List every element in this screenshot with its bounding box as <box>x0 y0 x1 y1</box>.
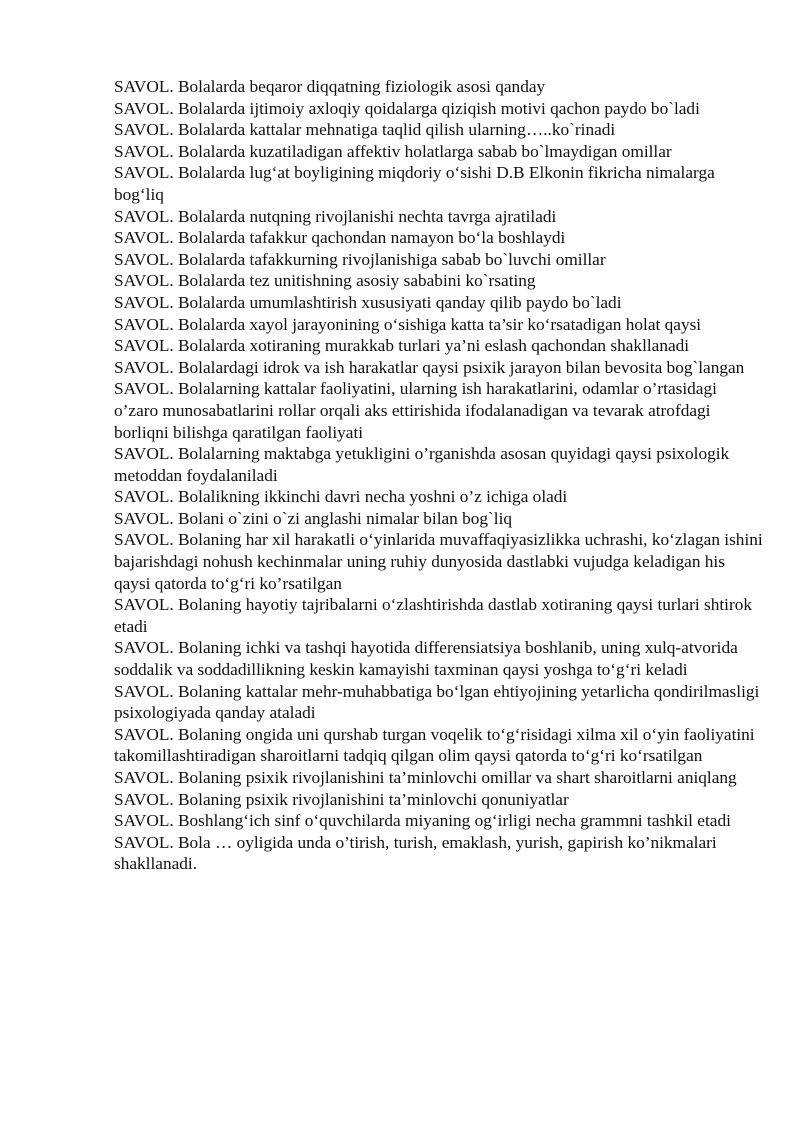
question-item: SAVOL. Bolalarda xayol jarayonining o‘sishiga katta ta’sir ko‘rsatadigan holat qaysi <box>114 314 702 334</box>
question-item: SAVOL. Bolalarning maktabga yetukligini o’rganishda asosan quyidagi qaysi psixologik metoddan foydalaniladi <box>114 444 730 485</box>
question-item: SAVOL. Bolalarda tafakkurning rivojlanishiga sabab bo`luvchi omillar <box>114 249 606 269</box>
question-item: SAVOL. Bolaning psixik rivojlanishini ta’minlovchi qonuniyatlar <box>114 789 569 809</box>
question-item: SAVOL. Bolalarda lug‘at boyligining miqdoriy o‘sishi D.B Elkonin fikricha nimalarga bog‘liq <box>114 163 715 204</box>
question-item: SAVOL. Bolalarning kattalar faoliyatini, ularning ish harakatlarini, odamlar o’rtasidagi o’zaro munosabatlarini rollar orqali aks ettirishida ifodalanadigan va tevarak atrofdagi borliqni bilishga qaratilgan faoliyati <box>114 379 717 442</box>
question-item: SAVOL. Bolaning har xil harakatli o‘yinlarida muvaffaqiyasizlikka uchrashi, ko‘zlagan ishini bajarishdagi nohush kechinmalar uning ruhiy dunyosida dastlabki vujudga keladigan his qaysi qatorda to‘g‘ri ko’rsatilgan <box>114 530 763 593</box>
question-item: SAVOL. Bolani o`zini o`zi anglashi nimalar bilan bog`liq <box>114 508 513 528</box>
question-item: SAVOL. Bolalarda xotiraning murakkab turlari ya’ni eslash qachondan shakllanadi <box>114 336 690 356</box>
question-item: SAVOL. Bolalarda umumlashtirish xususiyati qanday qilib paydo bo`ladi <box>114 292 622 312</box>
question-item: SAVOL. Bolaning ongida uni qurshab turgan voqelik to‘g‘risidagi xilma xil o‘yin faoliyatini takomillashtiradigan sharoitlarni tadqiq qilgan olim qaysi qatorda to‘g‘ri ko‘rsatilgan <box>114 724 755 766</box>
question-list <box>114 76 764 875</box>
question-item: SAVOL. Bolalarda kattalar mehnatiga taqlid qilish ularning…..ko`rinadi <box>114 120 616 140</box>
question-item: SAVOL. Bolalarda ijtimoiy axloqiy qoidalarga qiziqish motivi qachon paydo bo`ladi <box>114 98 700 118</box>
question-item: SAVOL. Bolaning psixik rivojlanishini ta’minlovchi omillar va shart sharoitlarni aniqlang <box>114 768 737 787</box>
question-item: SAVOL. Bolaning ichki va tashqi hayotida differensiatsiya boshlanib, uning xulq-atvorida soddalik va soddadillikning keskin kamayishi taxminan qaysi yoshga to‘g‘ri keladi <box>114 638 738 680</box>
question-item: SAVOL. Bolalarda tafakkur qachondan namayon bo‘la boshlaydi <box>114 228 566 248</box>
question-item: SAVOL. Bolalardagi idrok va ish harakatlar qaysi psixik jarayon bilan bevosita bog`langan <box>114 357 745 377</box>
question-item: SAVOL. Bolalarda beqaror diqqatning fiziologik asosi qanday <box>114 77 546 96</box>
question-item: SAVOL. Bolalarda nutqning rivojlanishi nechta tavrga ajratiladi <box>114 206 557 226</box>
question-item: SAVOL. Bolalarda kuzatiladigan affektiv holatlarga sabab bo`lmaydigan omillar <box>114 141 672 161</box>
question-item: SAVOL. Bolalikning ikkinchi davri necha yoshni o’z ichiga oladi <box>114 487 568 507</box>
question-item: SAVOL. Bolalarda tez unitishning asosiy sababini ko`rsating <box>114 271 536 291</box>
question-item: SAVOL. Boshlang‘ich sinf o‘quvchilarda miyaning og‘irligi necha grammni tashkil etadi <box>114 811 731 831</box>
question-item: SAVOL. Bolaning kattalar mehr-muhabbatiga bo‘lgan ehtiyojining yetarlicha qondirilmasligi psixologiyada qanday ataladi <box>114 681 760 723</box>
question-item: SAVOL. Bola … oyligida unda o’tirish, turish, emaklash, yurish, gapirish ko’nikmalari shakllanadi. <box>114 832 717 874</box>
question-item: SAVOL. Bolaning hayotiy tajribalarni o‘zlashtirishda dastlab xotiraning qaysi turlari shtirok etadi <box>114 595 753 636</box>
